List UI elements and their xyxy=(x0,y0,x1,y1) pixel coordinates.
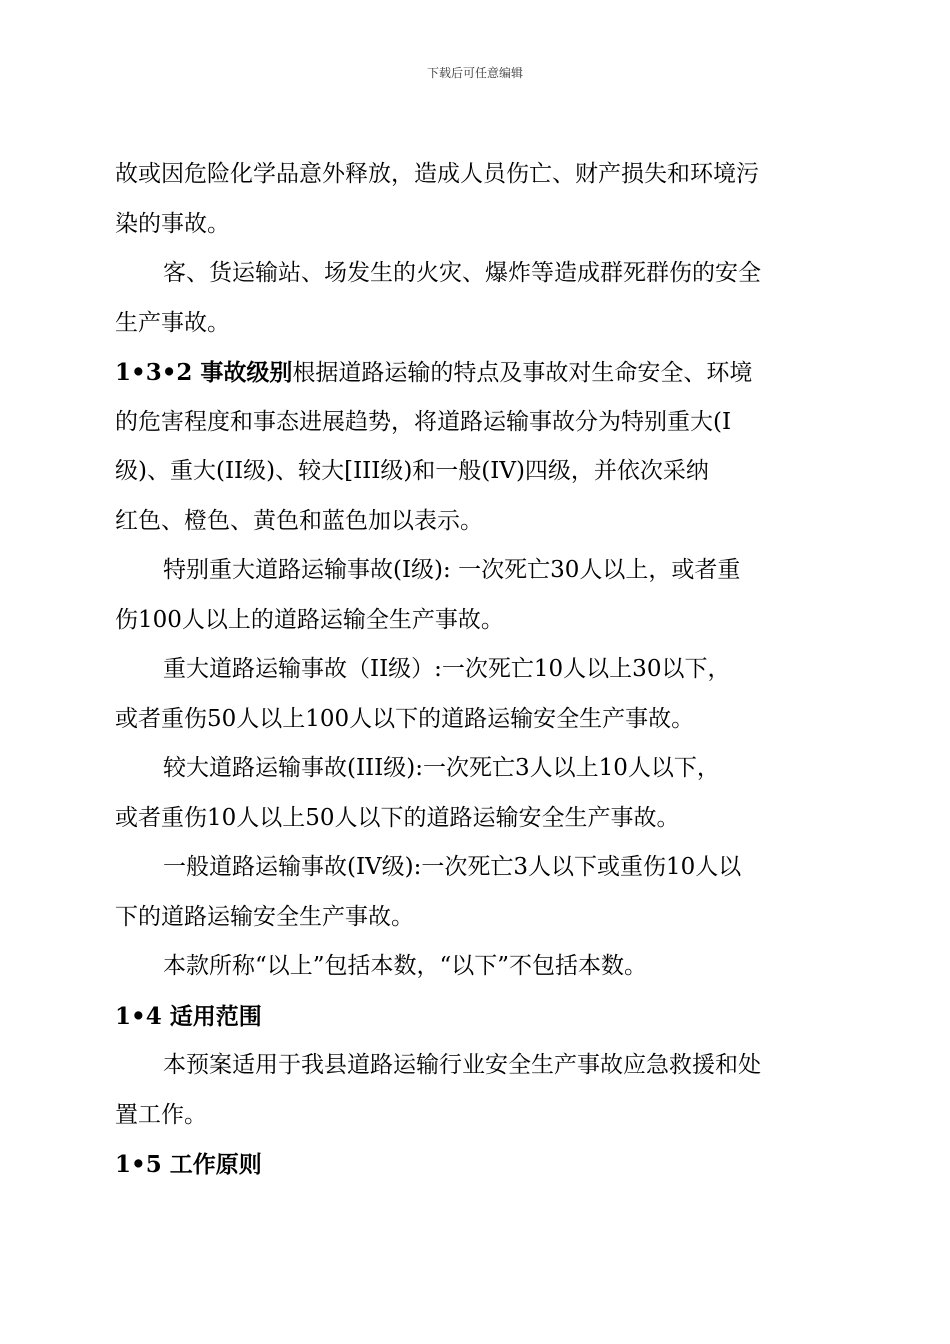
body-line: 伤100人以上的道路运输全生产事故。 xyxy=(115,606,504,633)
body-line: 置工作。 xyxy=(115,1101,207,1128)
section-heading-1-5 xyxy=(115,1140,845,1190)
page-header: 下载后可任意编辑 xyxy=(426,66,523,80)
body-line: 一般道路运输事故(IV级):一次死亡3人以下或重伤10人以 xyxy=(163,854,742,880)
body-line: 客、货运输站、场发生的火灾、爆炸等造成群死群伤的安全 xyxy=(163,260,761,286)
body-line: 级)、重大(II级)、较大[III级)和一般(IV)四级，并依次采纳 xyxy=(115,458,709,484)
document-body xyxy=(115,150,845,1190)
body-line: 特别重大道路运输事故(I级): 一次死亡30人以上，或者重 xyxy=(163,557,741,583)
body-line: 或者重伤50人以上100人以下的道路运输安全生产事故。 xyxy=(115,705,695,732)
section-heading-1-4 xyxy=(115,992,845,1042)
body-line: 重大道路运输事故（II级）:一次死亡10人以上30以下， xyxy=(163,656,731,682)
heading-label: 1•3•2 事故级别 xyxy=(115,359,293,386)
body-line: 生产事故。 xyxy=(115,309,230,336)
section-heading-1-3-2: 1•3•2 事故级别根据道路运输的特点及事故对生命安全、环境 xyxy=(115,359,753,386)
body-line: 本预案适用于我县道路运输行业安全生产事故应急救援和处 xyxy=(163,1052,761,1078)
body-line: 红色、橙色、黄色和蓝色加以表示。 xyxy=(115,507,483,534)
body-line: 本款所称“以上”包括本数，“以下”不包括本数。 xyxy=(163,953,648,979)
body-line: 或者重伤10人以上50人以下的道路运输安全生产事故。 xyxy=(115,804,680,831)
body-line: 染的事故。 xyxy=(115,210,230,237)
body-line: 下的道路运输安全生产事故。 xyxy=(115,903,414,930)
heading-label: 1•5 工作原则 xyxy=(115,1151,262,1178)
body-line: 的危害程度和事态进展趋势，将道路运输事故分为特别重大(I xyxy=(115,408,732,435)
heading-label: 1•4 适用范围 xyxy=(115,1002,262,1030)
body-line: 较大道路运输事故(III级):一次死亡3人以上10人以下， xyxy=(163,755,720,781)
body-line: 故或因危险化学品意外释放，造成人员伤亡、财产损失和环境污 xyxy=(115,161,759,187)
